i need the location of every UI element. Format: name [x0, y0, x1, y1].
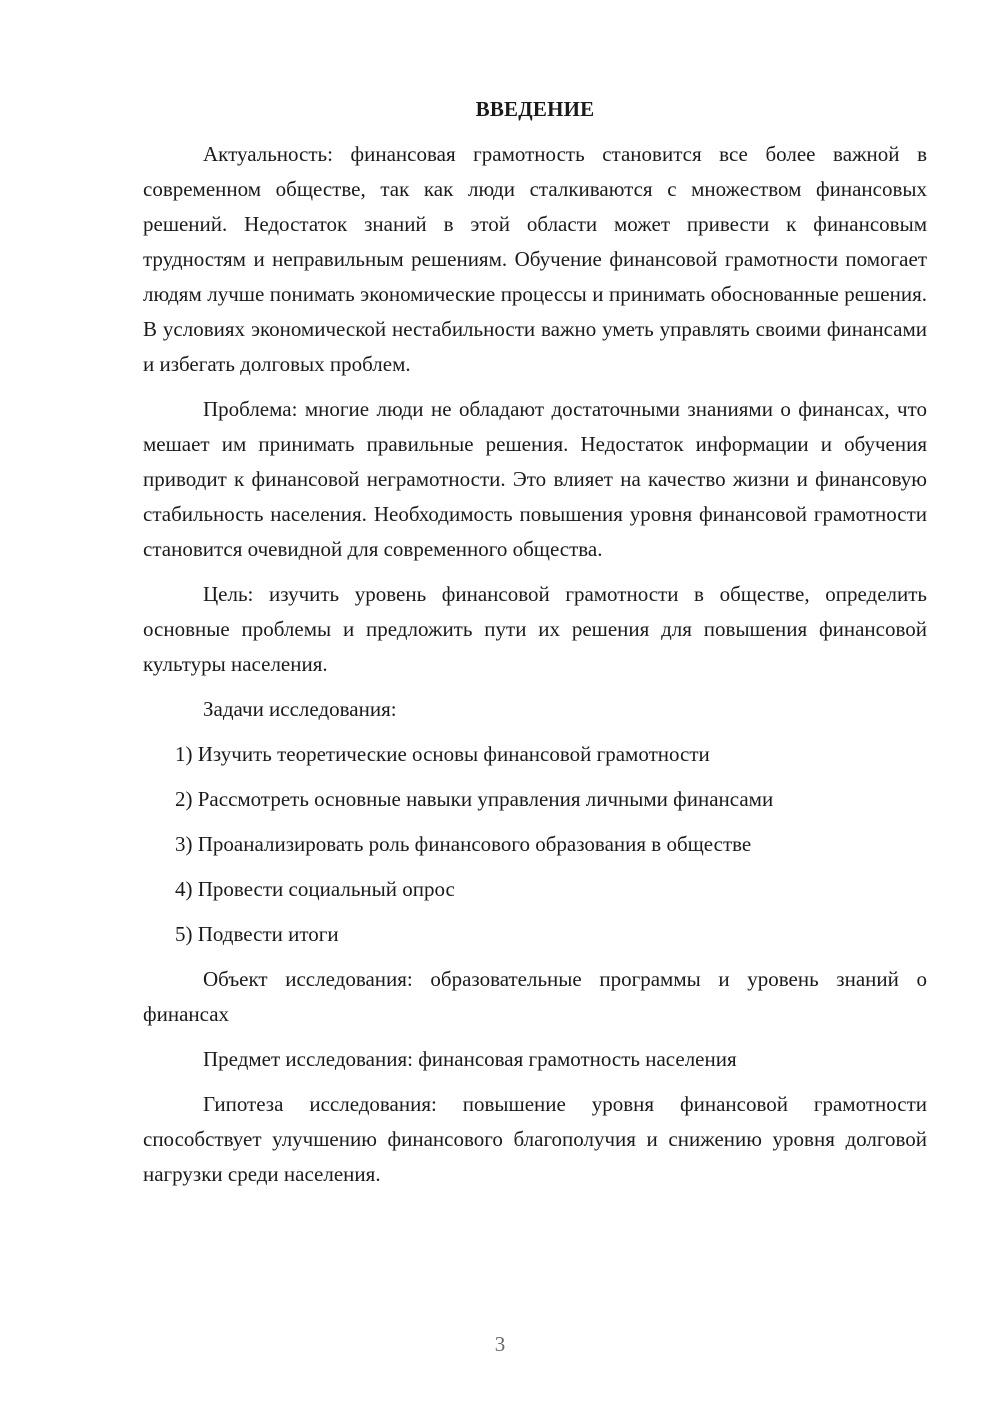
list-item: 1) Изучить теоретические основы финансовой грамотности [175, 742, 710, 766]
list-item: 3) Проанализировать роль финансового образования в обществе [175, 832, 752, 856]
paragraph-tasks-heading: Задачи исследования: [203, 697, 397, 721]
paragraph-hypothesis: Гипотеза исследования: повышение уровня финансовой грамотности способствует улучшению финансового благополучия и снижению уровня долговой нагрузки среди населения. [143, 1092, 927, 1186]
paragraph-object: Объект исследования: образовательные программы и уровень знаний о финансах [143, 967, 927, 1026]
page-number: 3 [494, 1332, 506, 1356]
list-item: 2) Рассмотреть основные навыки управления личными финансами [175, 787, 774, 811]
document-page [143, 92, 927, 1192]
paragraph-goal: Цель: изучить уровень финансовой грамотности в обществе, определить основные проблемы и предложить пути их решения для повышения финансовой культуры населения. [143, 582, 927, 676]
page-title: ВВЕДЕНИЕ [475, 97, 595, 121]
list-item: 4) Провести социальный опрос [175, 877, 455, 901]
paragraph-relevance: Актуальность: финансовая грамотность становится все более важной в современном обществе, так как люди сталкиваются с множеством финансовых решений. Недостаток знаний в этой области может привести к финансовым трудностям и неправильным решениям. Обучение финансовой грамотности помогает людям лучше понимать экономические процессы и принимать обоснованные решения. В условиях экономической нестабильности важно уметь управлять своими финансами и избегать долговых проблем. [143, 142, 927, 376]
list-item: 5) Подвести итоги [175, 922, 339, 946]
tasks-list [143, 737, 927, 952]
paragraph-problem: Проблема: многие люди не обладают достаточными знаниями о финансах, что мешает им принимать правильные решения. Недостаток информации и обучения приводит к финансовой неграмотности. Это влияет на качество жизни и финансовую стабильность населения. Необходимость повышения уровня финансовой грамотности становится очевидной для современного общества. [143, 397, 927, 561]
paragraph-subject: Предмет исследования: финансовая грамотность населения [203, 1047, 737, 1071]
